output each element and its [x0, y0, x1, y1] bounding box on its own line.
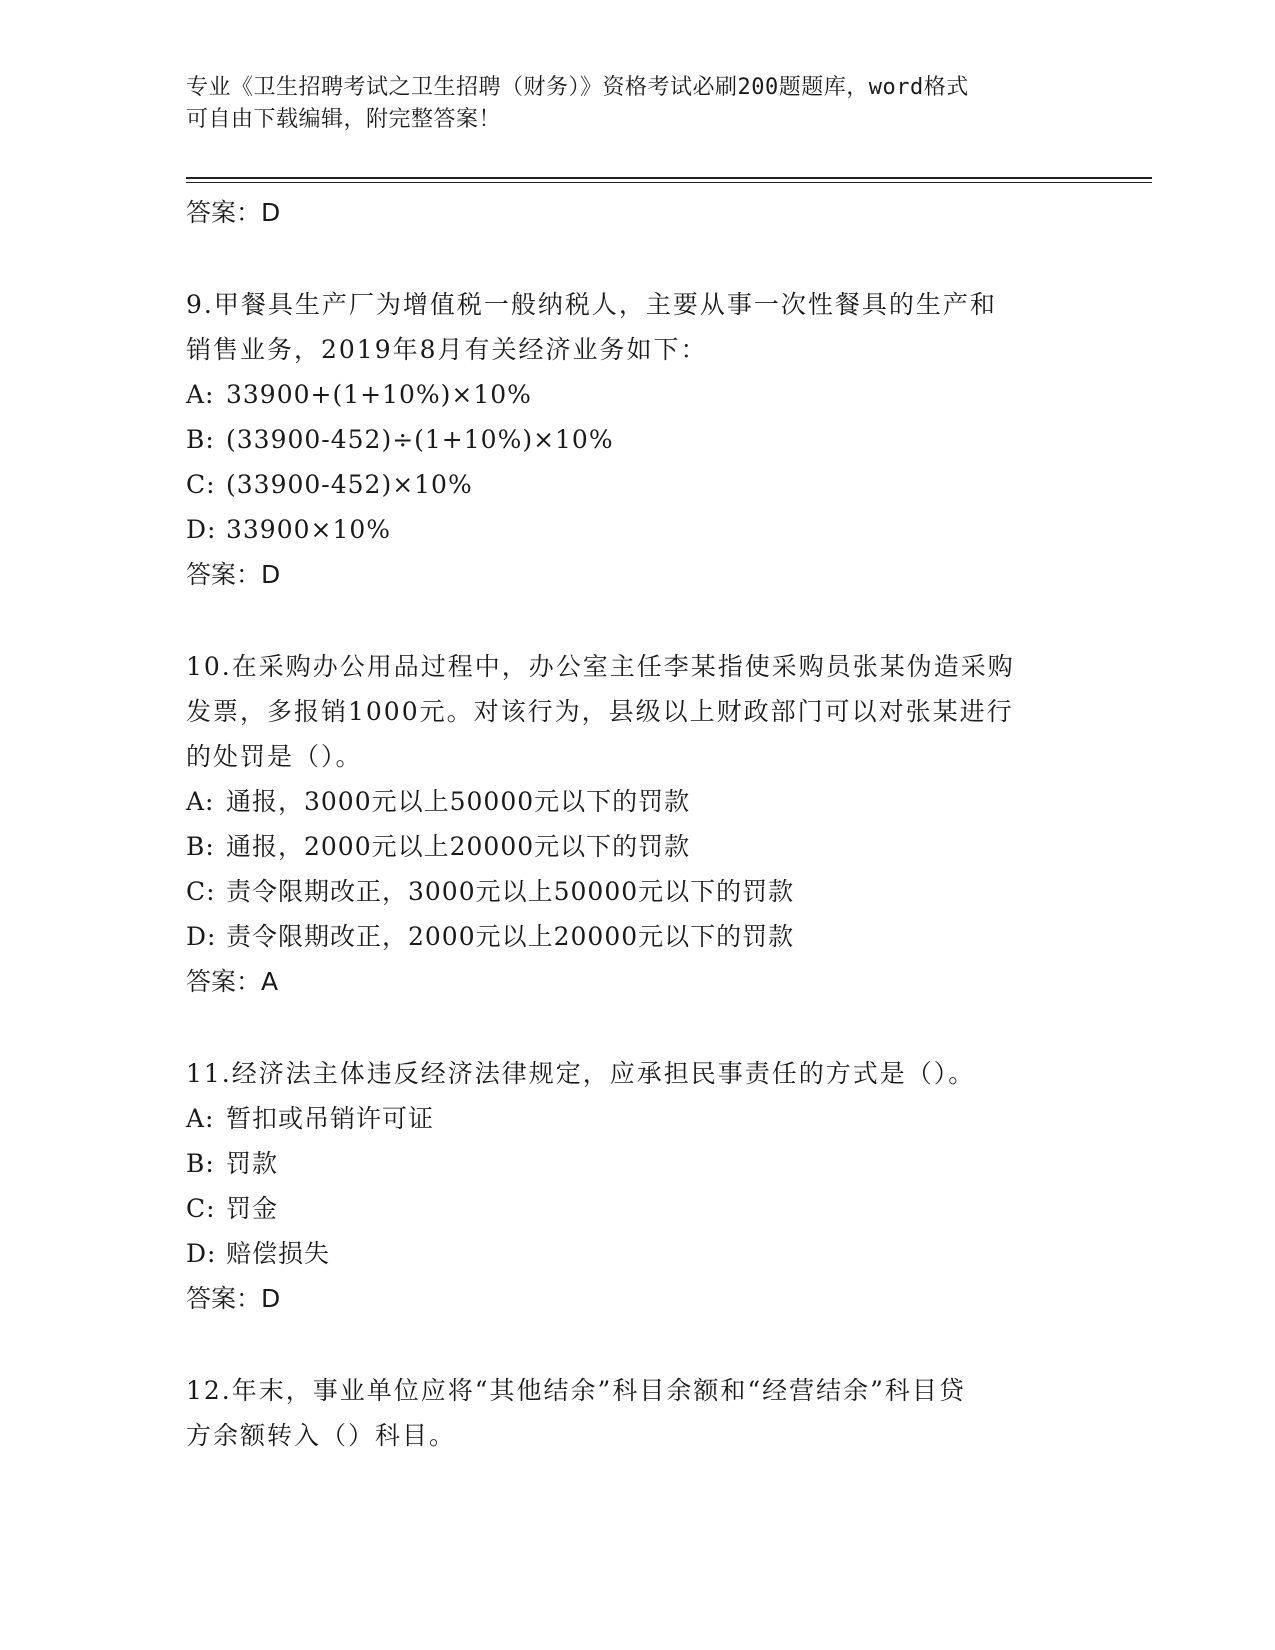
option-d: D: 33900×10% [186, 515, 392, 544]
header-line-1: 专业《卫生招聘考试之卫生招聘（财务）》资格考试必刷200题题库，word格式 [186, 75, 969, 100]
answer-line: 答案：D [186, 560, 281, 589]
question-stem-line: 的处罚是（）。 [186, 742, 363, 771]
option-a: A: 33900+(1+10%)×10% [186, 380, 532, 409]
question-item [186, 1368, 1086, 1458]
question-list [186, 190, 1086, 1458]
answer-line: 答案：A [186, 967, 279, 996]
option-a: A: 暂扣或吊销许可证 [186, 1104, 435, 1133]
option-c: C: (33900-452)×10% [186, 470, 473, 499]
question-stem-line: 销售业务，2019年8月有关经济业务如下： [186, 335, 708, 364]
option-d: D: 赔偿损失 [186, 1239, 331, 1268]
answer-line: 答案：D [186, 198, 281, 227]
question-stem-line: 11.经济法主体违反经济法律规定，应承担民事责任的方式是（）。 [186, 1059, 976, 1088]
spacer [186, 597, 1086, 644]
header-divider-thick [186, 177, 1152, 179]
option-b: B: (33900-452)÷(1+10%)×10% [186, 425, 614, 454]
header-divider-thin [186, 182, 1152, 183]
answer-line: 答案：D [186, 1284, 281, 1313]
question-item [186, 282, 1086, 597]
option-a: A: 通报，3000元以上50000元以下的罚款 [186, 787, 691, 816]
option-c: C: 罚金 [186, 1194, 279, 1223]
spacer [186, 1004, 1086, 1051]
question-stem-line: 方余额转入（）科目。 [186, 1421, 457, 1450]
question-item [186, 644, 1086, 1004]
option-d: D: 责令限期改正，2000元以上20000元以下的罚款 [186, 922, 795, 951]
page-header [186, 72, 1066, 136]
option-b: B: 罚款 [186, 1149, 279, 1178]
spacer [186, 1321, 1086, 1368]
spacer [186, 235, 1086, 282]
question-stem-line: 发票，多报销1000元。对该行为，县级以上财政部门可以对张某进行 [186, 697, 1014, 726]
question-stem-line: 12.年末，事业单位应将“其他结余”科目余额和“经营结余”科目贷 [186, 1376, 966, 1405]
question-stem-line: 9.甲餐具生产厂为增值税一般纳税人，主要从事一次性餐具的生产和 [186, 290, 997, 319]
option-c: C: 责令限期改正，3000元以上50000元以下的罚款 [186, 877, 795, 906]
option-b: B: 通报，2000元以上20000元以下的罚款 [186, 832, 691, 861]
question-stem-line: 10.在采购办公用品过程中，办公室主任李某指使采购员张某伪造采购 [186, 652, 1015, 681]
question-item [186, 1051, 1086, 1321]
header-line-2: 可自由下载编辑，附完整答案！ [186, 107, 502, 132]
